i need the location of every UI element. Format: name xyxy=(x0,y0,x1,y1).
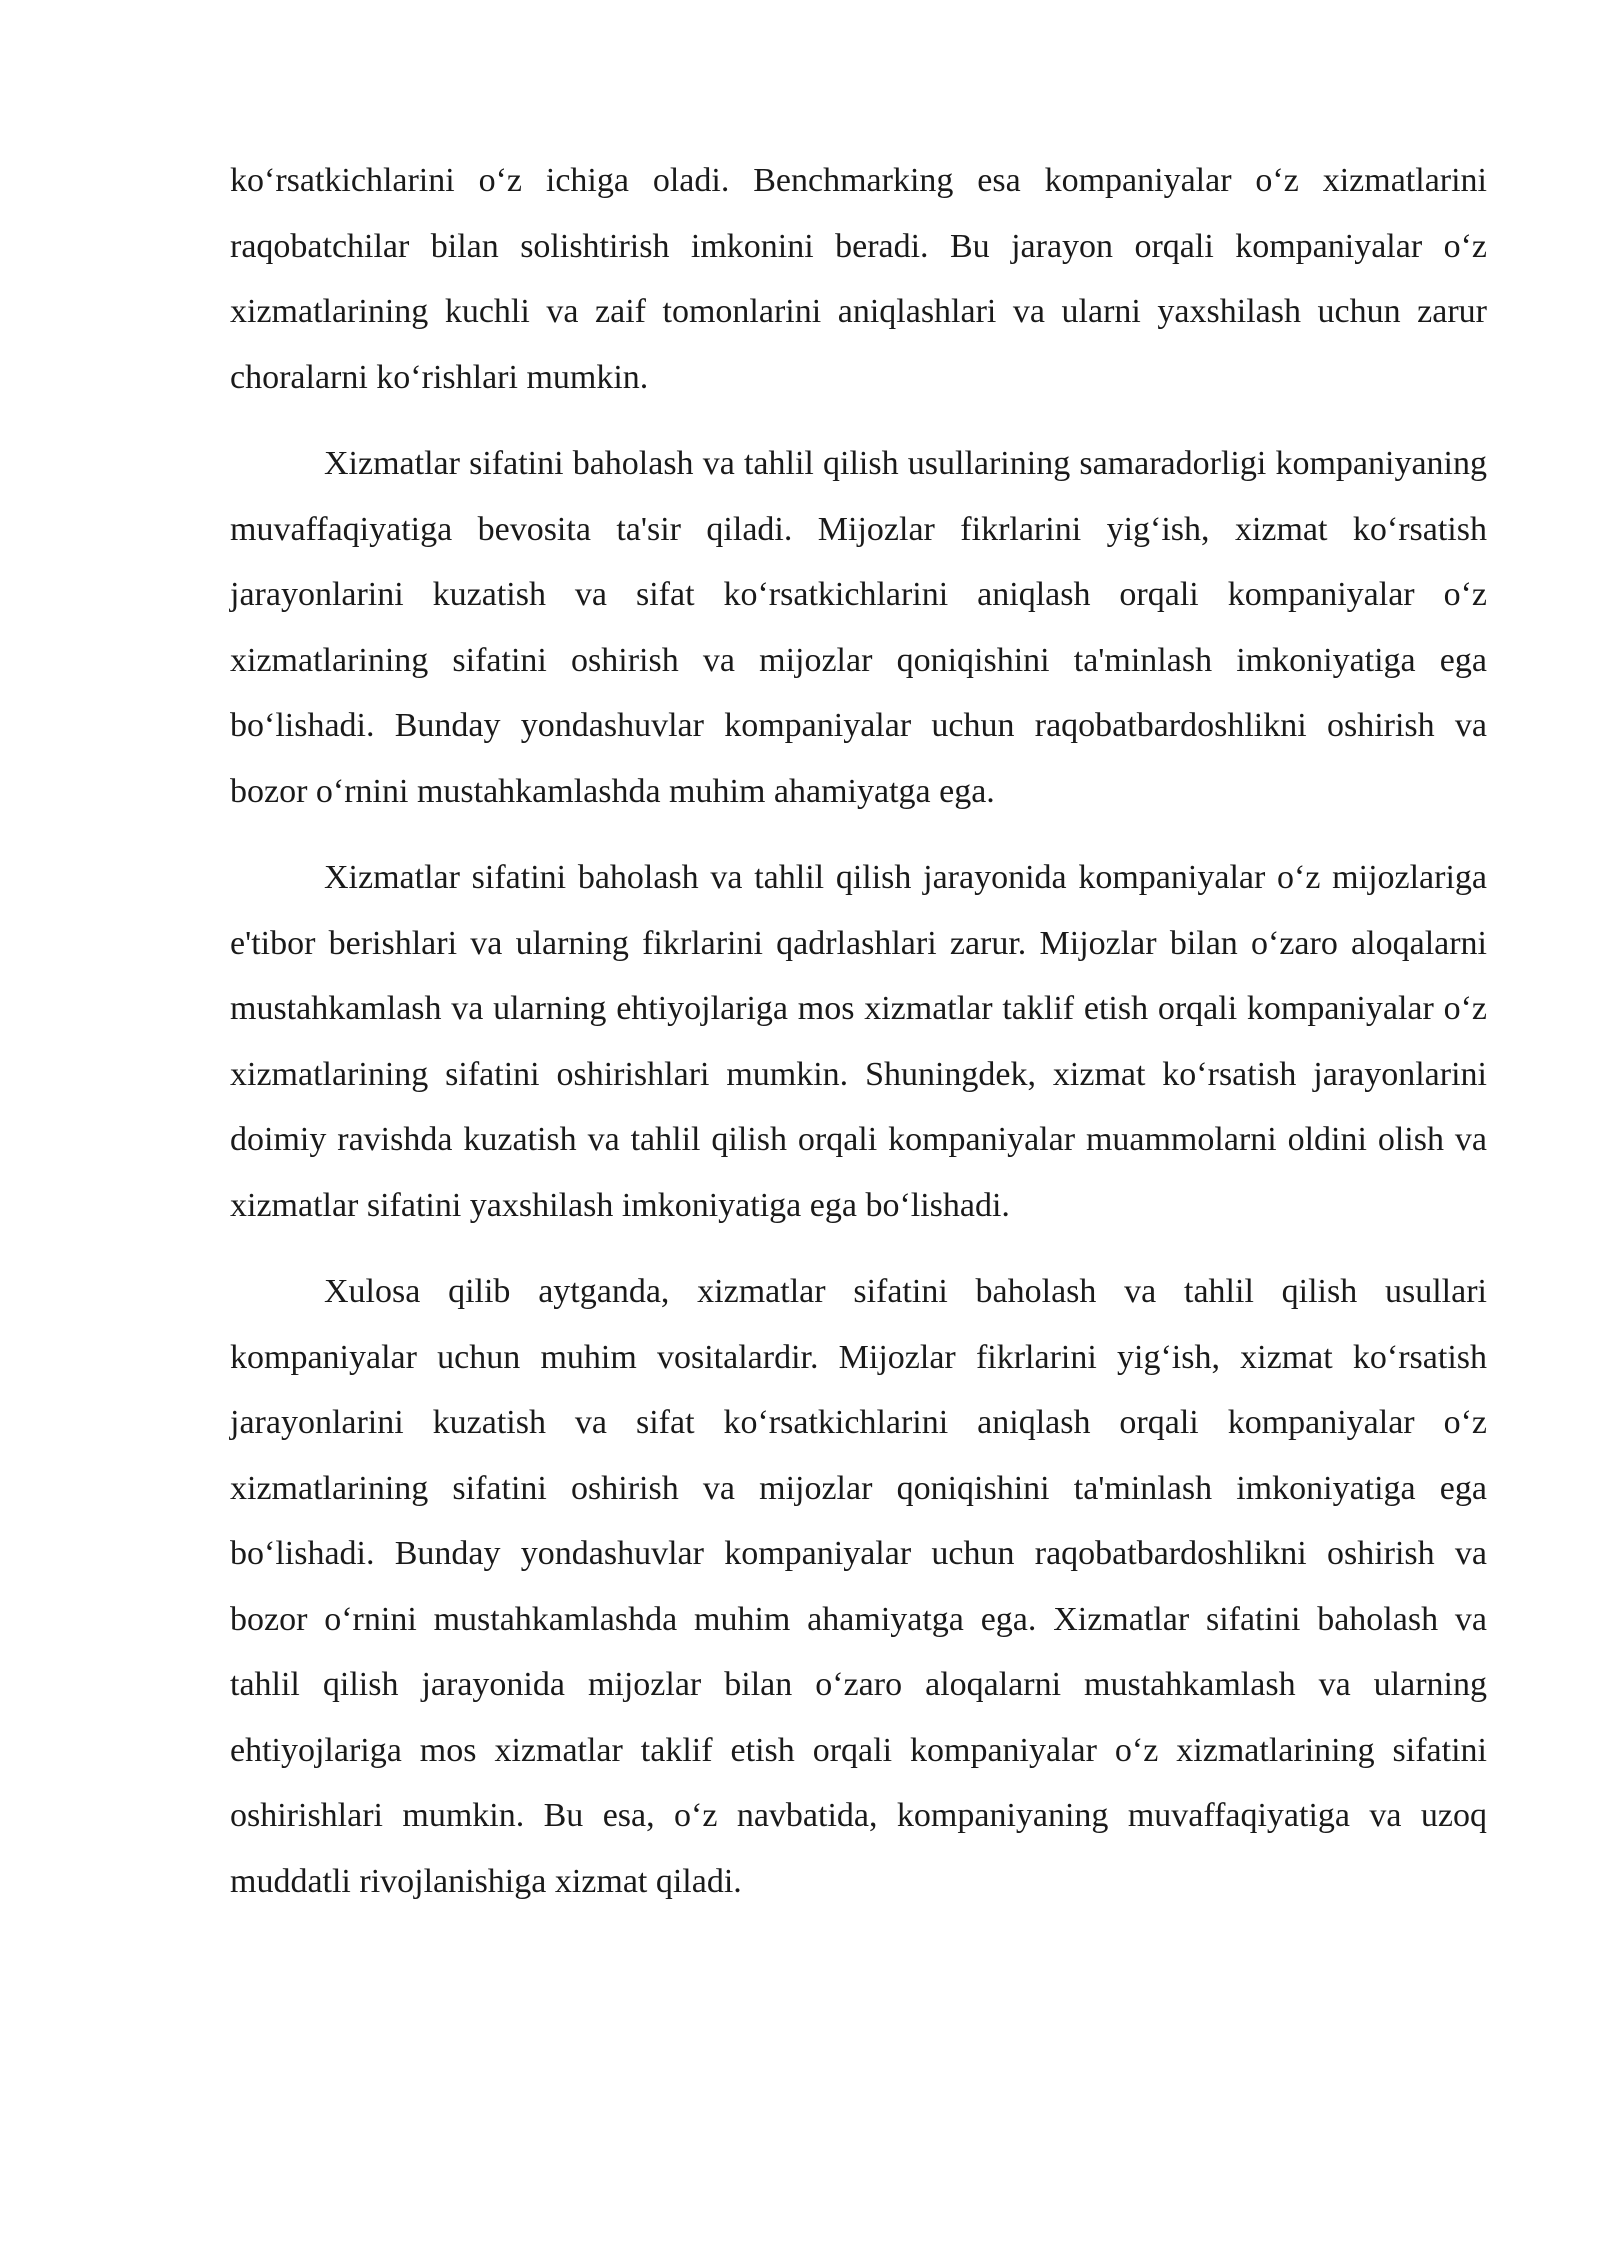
body-text xyxy=(230,148,1487,1935)
paragraph-customer-relations: Xizmatlar sifatini baholash va tahlil qilish jarayonida kompaniyalar o‘z mijozlariga e'tibor berishlari va ularning fikrlarini qadrlashlari zarur. Mijozlar bilan o‘zaro aloqalarni mustahkamlash va ularning ehtiyojlariga mos xizmatlar taklif etish orqali kompaniyalar o‘z xizmatlarining sifatini oshirishlari mumkin. Shuningdek, xizmat ko‘rsatish jarayonlarini doimiy ravishda kuzatish va tahlil qilish orqali kompaniyalar muammolarni oldini olish va xizmatlar sifatini yaxshilash imkoniyatiga ega bo‘lishadi. xyxy=(230,859,1487,1224)
paragraph-effectiveness: Xizmatlar sifatini baholash va tahlil qilish usullarining samaradorligi kompaniyaning muvaffaqiyatiga bevosita ta'sir qiladi. Mijozlar fikrlarini yig‘ish, xizmat ko‘rsatish jarayonlarini kuzatish va sifat ko‘rsatkichlarini aniqlash orqali kompaniyalar o‘z xizmatlarining sifatini oshirish va mijozlar qoniqishini ta'minlash imkoniyatiga ega bo‘lishadi. Bunday yondashuvlar kompaniyalar uchun raqobatbardoshlikni oshirish va bozor o‘rnini mustahkamlashda muhim ahamiyatga ega. xyxy=(230,445,1487,810)
paragraph-continuation: ko‘rsatkichlarini o‘z ichiga oladi. Benchmarking esa kompaniyalar o‘z xizmatlarini raqobatchilar bilan solishtirish imkonini beradi. Bu jarayon orqali kompaniyalar o‘z xizmatlarining kuchli va zaif tomonlarini aniqlashlari va ularni yaxshilash uchun zarur choralarni ko‘rishlari mumkin. xyxy=(230,162,1487,396)
paragraph-conclusion: Xulosa qilib aytganda, xizmatlar sifatini baholash va tahlil qilish usullari kompaniyalar uchun muhim vositalardir. Mijozlar fikrlarini yig‘ish, xizmat ko‘rsatish jarayonlarini kuzatish va sifat ko‘rsatkichlarini aniqlash orqali kompaniyalar o‘z xizmatlarining sifatini oshirish va mijozlar qoniqishini ta'minlash imkoniyatiga ega bo‘lishadi. Bunday yondashuvlar kompaniyalar uchun raqobatbardoshlikni oshirish va bozor o‘rnini mustahkamlashda muhim ahamiyatga ega. Xizmatlar sifatini baholash va tahlil qilish jarayonida mijozlar bilan o‘zaro aloqalarni mustahkamlash va ularning ehtiyojlariga mos xizmatlar taklif etish orqali kompaniyalar o‘z xizmatlarining sifatini oshirishlari mumkin. Bu esa, o‘z navbatida, kompaniyaning muvaffaqiyatiga va uzoq muddatli rivojlanishiga xizmat qiladi. xyxy=(230,1273,1487,1900)
